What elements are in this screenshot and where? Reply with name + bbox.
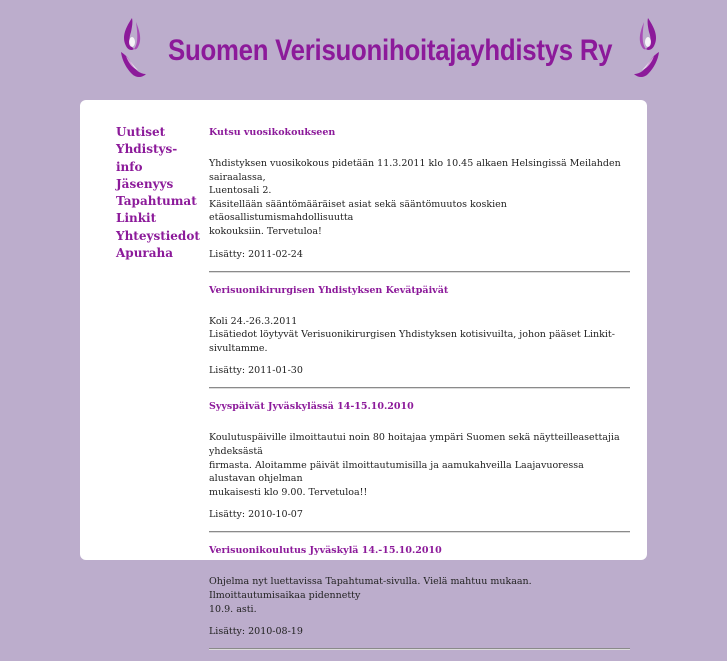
divider: [209, 648, 630, 650]
divider: [209, 271, 630, 273]
nav-item-tapahtumat[interactable]: Tapahtumat: [116, 194, 197, 209]
header: [0, 0, 727, 90]
news-item-title[interactable]: Verisuonikirurgisen Yhdistyksen Kevätpäivät: [209, 284, 449, 296]
news-item-line: Luentosali 2.: [209, 185, 272, 197]
nav-item-yhteystiedot[interactable]: Yhteystiedot: [116, 228, 200, 243]
news-item-line: Yhdistyksen vuosikokous pidetään 11.3.2011 klo 10.45 alkaen Helsingissä Meilahden sairaalassa,: [209, 158, 621, 183]
main-nav: [116, 124, 200, 262]
nav-item-apuraha[interactable]: Apuraha: [116, 246, 174, 261]
news-item-line: Koli 24.-26.3.2011: [209, 315, 298, 327]
news-item-line: firmasta. Aloitamme päivät ilmoittautumisilla ja aamukahveilla Laajavuoressa alustavan ohjelman: [209, 459, 584, 485]
news-item-title[interactable]: Kutsu vuosikokoukseen: [209, 127, 336, 138]
news-item-date: Lisätty: 2010-08-19: [209, 626, 303, 638]
nurse-hand-logo-icon: [630, 16, 662, 80]
news-list: [209, 126, 630, 661]
news-item-line: kokouksiin. Tervetuloa!: [209, 225, 322, 237]
news-item-line: 10.9. asti.: [209, 603, 257, 615]
content-panel: [80, 100, 647, 638]
site-title: Suomen Verisuonihoitajayhdistys Ry: [168, 34, 613, 67]
news-item-line: Koulutuspäiville ilmoittautui noin 80 hoitajaa ympäri Suomen sekä näytteilleasettajia yhdeksästä: [209, 432, 620, 457]
news-item-title[interactable]: Syyspäivät Jyväskylässä 14-15.10.2010: [209, 401, 414, 413]
news-item-line: Ohjelma nyt luettavissa Tapahtumat-sivulla. Vielä mahtuu mukaan. Ilmoittautumisaikaa pidennetty: [209, 576, 532, 601]
nav-item-yhdistys-info[interactable]: Yhdistys-: [116, 142, 178, 157]
nav-item-jasenyys[interactable]: Jäsenyys: [116, 176, 174, 191]
news-item-line: mukaisesti klo 9.00. Tervetuloa!!: [209, 486, 368, 498]
news-item: [209, 544, 630, 650]
news-item-line: Käsitellään sääntömääräiset asiat sekä sääntömuutos koskien etäosallistumismahdollisuutta: [209, 198, 507, 224]
divider: [209, 387, 630, 389]
news-item-date: Lisätty: 2011-01-30: [209, 365, 303, 377]
news-item: [209, 400, 630, 533]
news-item-body: [209, 575, 630, 616]
news-item-body: [209, 431, 630, 499]
news-item: [209, 126, 630, 273]
news-item: [209, 284, 630, 390]
news-item-date: Lisätty: 2010-10-07: [209, 509, 303, 521]
news-item-body: [209, 157, 630, 239]
nav-item-uutiset[interactable]: Uutiset: [116, 125, 166, 139]
divider: [209, 531, 630, 533]
news-item-date: Lisätty: 2011-02-24: [209, 248, 303, 260]
nav-item-yhdistys-info-2[interactable]: info: [116, 159, 143, 174]
nav-item-linkit[interactable]: Linkit: [116, 211, 157, 226]
news-item-title[interactable]: Verisuonikoulutus Jyväskylä 14.-15.10.2010: [209, 545, 442, 557]
nurse-hand-logo-icon: [118, 16, 150, 80]
news-item-line: Lisätiedot löytyvät Verisuonikirurgisen Yhdistyksen kotisivuilta, johon pääset Linkit-sivultamme.: [209, 329, 615, 354]
news-item-body: [209, 315, 630, 356]
